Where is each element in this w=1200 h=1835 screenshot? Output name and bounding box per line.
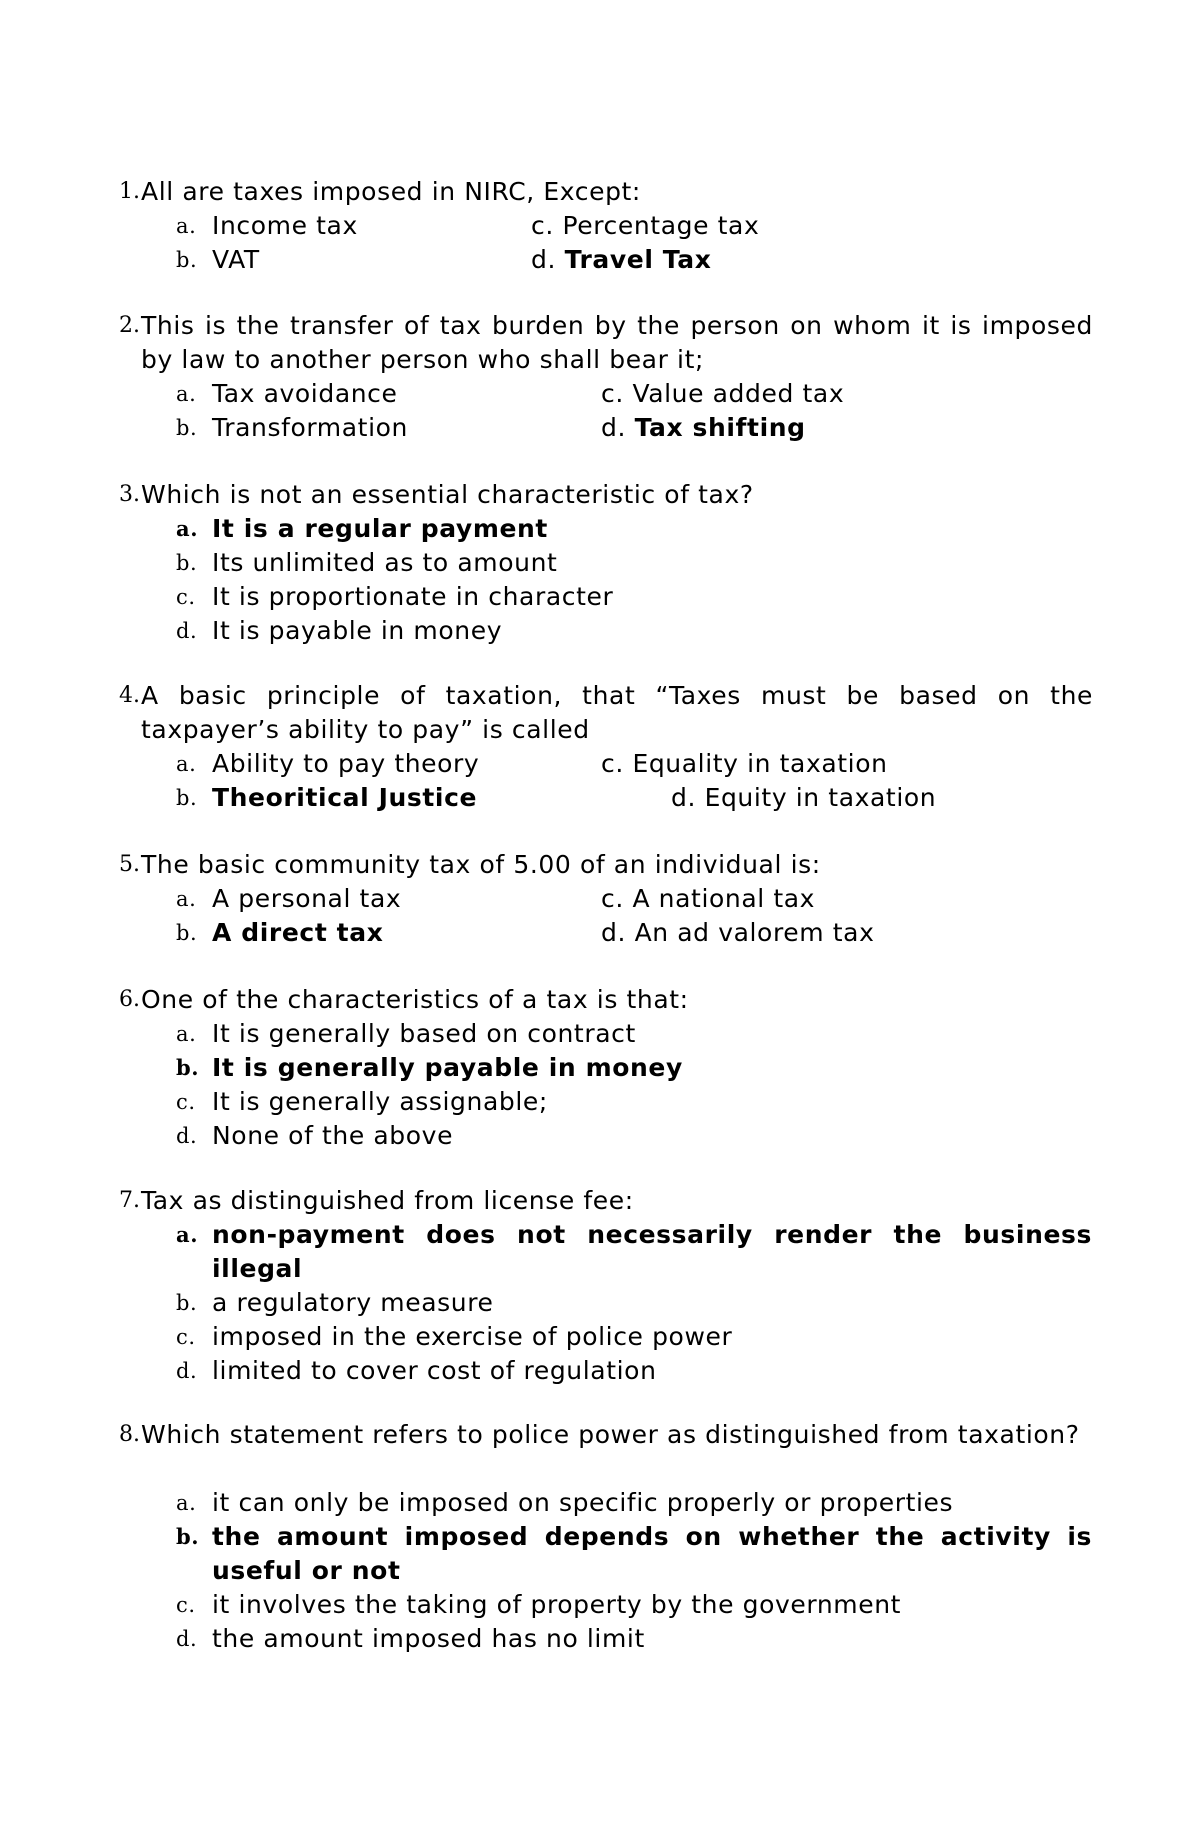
option-prefix: d.: [531, 245, 565, 274]
question-text: A basic principle of taxation, that “Taxes must be based on the taxpayer’s ability to pay” is called: [141, 681, 1093, 744]
question-number: 8.: [119, 1422, 140, 1447]
option-letter: c.: [176, 1325, 196, 1349]
option-text: It is proportionate in character: [212, 582, 614, 611]
option-text: Its unlimited as to amount: [212, 548, 558, 577]
option-letter: b.: [176, 1055, 200, 1080]
option-letter: c.: [176, 1593, 196, 1617]
option-text: Transformation: [212, 413, 408, 442]
option-text: Tax avoidance: [212, 379, 398, 408]
option-text: it can only be imposed on specific properly or properties: [212, 1488, 954, 1517]
correct-answer: A direct tax: [212, 918, 384, 947]
question-number: 7.: [119, 1188, 140, 1213]
correct-answer: the amount imposed depends on whether the activity is useful or not: [212, 1522, 1092, 1585]
option-text: c. Equality in taxation: [601, 749, 888, 778]
option-text: Ability to pay theory: [212, 749, 480, 778]
question-text: One of the characteristics of a tax is that:: [141, 985, 689, 1014]
option-letter: b.: [176, 921, 198, 945]
option-text: It is generally based on contract: [212, 1019, 636, 1048]
question-text: Which statement refers to police power as distinguished from taxation?: [141, 1420, 1080, 1449]
correct-answer: Theoritical Justice: [212, 783, 478, 812]
option-text: limited to cover cost of regulation: [212, 1356, 657, 1385]
option-text: the amount imposed has no limit: [212, 1624, 645, 1653]
option-text: VAT: [212, 245, 260, 274]
option-prefix: d.: [601, 413, 635, 442]
question-number: 4.: [119, 683, 140, 708]
option-letter: d.: [176, 619, 198, 643]
question-text: Which is not an essential characteristic of tax?: [141, 480, 754, 509]
option-letter: d.: [176, 1124, 198, 1148]
option-text: a regulatory measure: [212, 1288, 494, 1317]
option-letter: a.: [176, 887, 197, 911]
question-number: 6.: [119, 987, 140, 1012]
correct-answer: It is generally payable in money: [212, 1053, 683, 1082]
option-letter: a.: [176, 516, 199, 541]
option-letter: b.: [176, 551, 198, 575]
option-text: d. An ad valorem tax: [601, 918, 875, 947]
option-letter: d.: [176, 1359, 198, 1383]
question-text: The basic community tax of 5.00 of an individual is:: [141, 850, 821, 879]
option-text: it involves the taking of property by the government: [212, 1590, 902, 1619]
option-letter: a.: [176, 214, 197, 238]
option-text: Income tax: [212, 211, 358, 240]
option-letter: d.: [176, 1627, 198, 1651]
correct-answer: Travel Tax: [564, 245, 712, 274]
option-letter: a.: [176, 1222, 199, 1247]
question-number: 1.: [119, 179, 140, 204]
option-letter: b.: [176, 416, 198, 440]
question-text: All are taxes imposed in NIRC, Except:: [141, 177, 641, 206]
option-letter: c.: [176, 585, 196, 609]
option-text: c. Value added tax: [601, 379, 845, 408]
correct-answer: non-payment does not necessarily render the business illegal: [212, 1220, 1092, 1283]
question-number: 5.: [119, 852, 140, 877]
option-text: imposed in the exercise of police power: [212, 1322, 733, 1351]
option-text: It is payable in money: [212, 616, 503, 645]
option-letter: a.: [176, 382, 197, 406]
correct-answer: It is a regular payment: [212, 514, 548, 543]
option-text: A personal tax: [212, 884, 402, 913]
option-letter: b.: [176, 248, 198, 272]
question-number: 2.: [119, 313, 140, 338]
option-letter: b.: [176, 1291, 198, 1315]
question-text: Tax as distinguished from license fee:: [141, 1186, 634, 1215]
option-letter: b.: [176, 786, 198, 810]
option-text: c. A national tax: [601, 884, 816, 913]
option-letter: a.: [176, 1022, 197, 1046]
correct-answer: Tax shifting: [634, 413, 806, 442]
question-number: 3.: [119, 482, 140, 507]
option-text: d. Equity in taxation: [671, 783, 937, 812]
option-letter: c.: [176, 1090, 196, 1114]
option-text: None of the above: [212, 1121, 454, 1150]
option-letter: b.: [176, 1524, 200, 1549]
question-text: This is the transfer of tax burden by the person on whom it is imposed by law to another person who shall bear it;: [141, 311, 1093, 374]
option-letter: a.: [176, 752, 197, 776]
option-text: It is generally assignable;: [212, 1087, 548, 1116]
option-letter: a.: [176, 1491, 197, 1515]
option-text: c. Percentage tax: [531, 211, 760, 240]
